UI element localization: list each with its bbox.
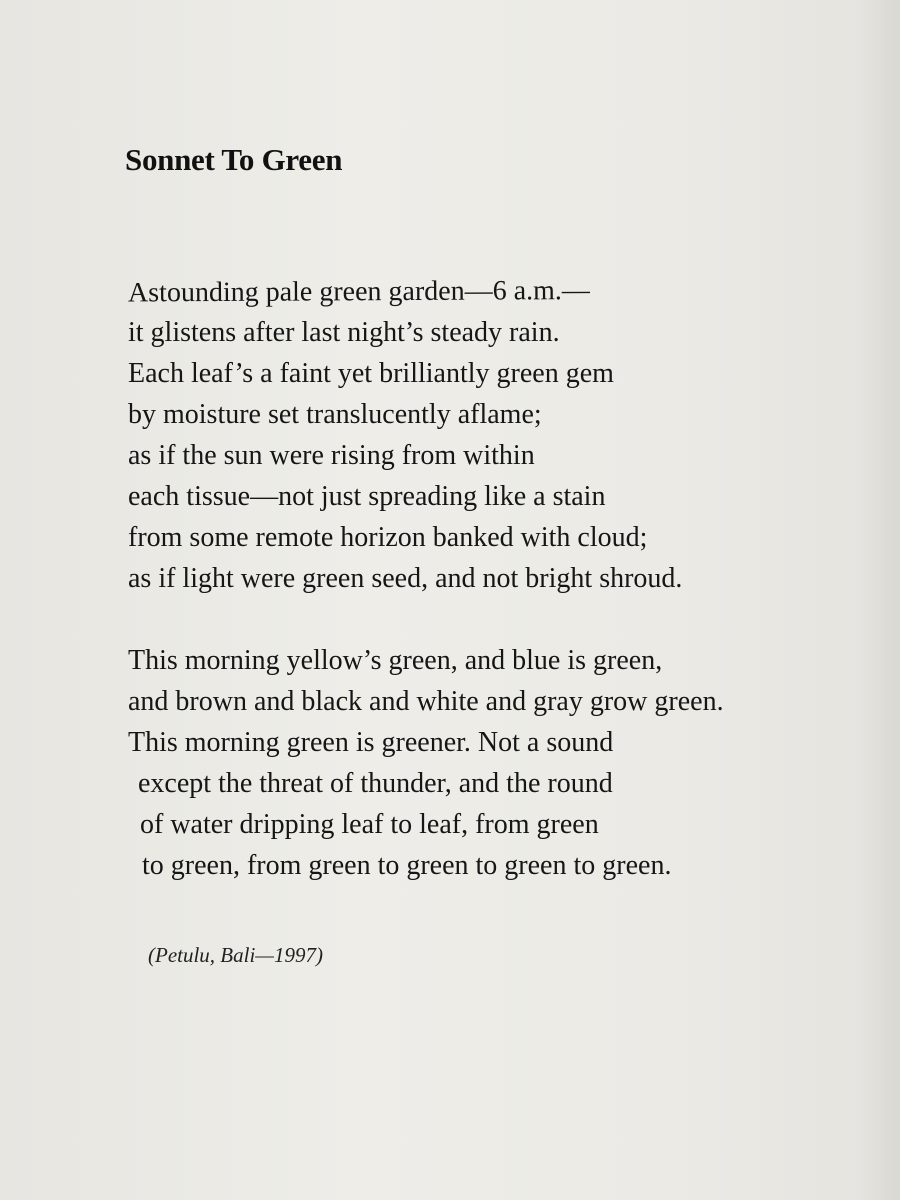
poem-line: as if light were green seed, and not bright shroud. xyxy=(128,563,683,594)
stanza-1 xyxy=(128,271,682,599)
poem-line: by moisture set translucently aflame; xyxy=(128,399,542,430)
poem-attribution: (Petulu, Bali—1997) xyxy=(148,943,323,967)
poem-line: and brown and black and white and gray grow green. xyxy=(128,686,724,717)
poem-line: Each leaf’s a faint yet brilliantly green gem xyxy=(128,358,614,389)
poem-line: Astounding pale green garden—6 a.m.— xyxy=(127,275,590,309)
stanza-2 xyxy=(128,640,724,886)
poem-line: it glistens after last night’s steady rain. xyxy=(128,317,560,348)
poem-line: of water dripping leaf to leaf, from green xyxy=(140,809,599,840)
poem-line: to green, from green to green to green to green. xyxy=(142,850,672,881)
poem-line: as if the sun were rising from within xyxy=(128,440,535,471)
poem-line: This morning yellow’s green, and blue is green, xyxy=(128,645,663,676)
poem-line: except the threat of thunder, and the round xyxy=(138,768,613,799)
poem-line: from some remote horizon banked with cloud; xyxy=(128,522,648,553)
poem-line: each tissue—not just spreading like a stain xyxy=(128,481,606,512)
poem-line: This morning green is greener. Not a sound xyxy=(128,727,614,758)
poem-title: Sonnet To Green xyxy=(125,142,343,177)
page-shadow xyxy=(860,0,900,1200)
